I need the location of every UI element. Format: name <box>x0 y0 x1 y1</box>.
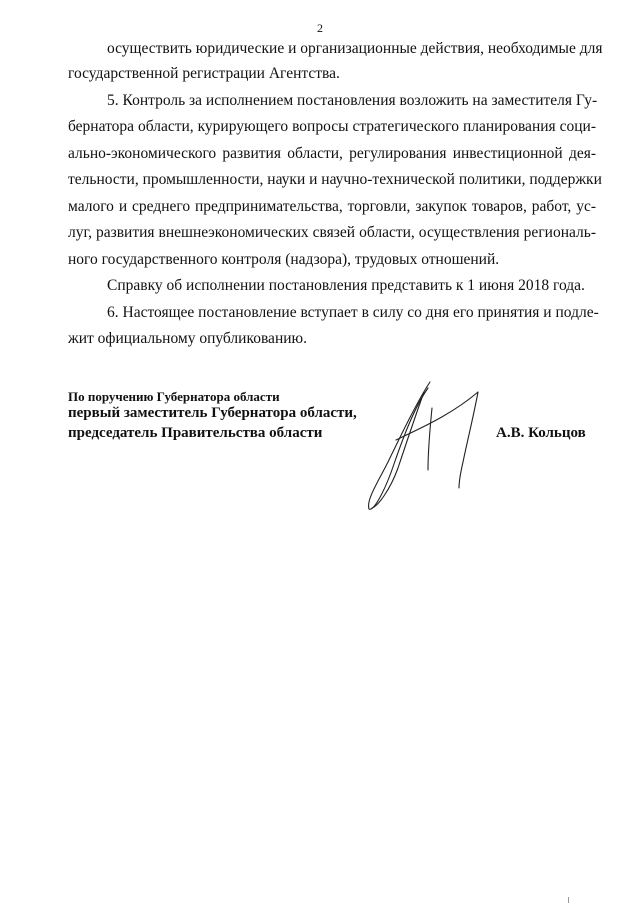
body-line-11: 6. Настоящее постановление вступает в силу со дня его принятия и подле- <box>107 304 599 321</box>
signatory-position-line-1: первый заместитель Губернатора области, <box>68 405 357 421</box>
body-line-2: государственной регистрации Агентства. <box>68 65 340 82</box>
body-line-4: бернатора области, курирующего вопросы стратегического планирования соци- <box>68 118 596 135</box>
signatory-name: А.В. Кольцов <box>496 425 586 441</box>
body-line-5: ально-экономического развития области, регулирования инвестиционной дея- <box>68 145 596 162</box>
body-line-6: тельности, промышленности, науки и научно-технической политики, поддержки <box>68 171 602 188</box>
body-line-8: луг, развития внешнеэкономических связей области, осуществления региональ- <box>68 224 596 241</box>
signatory-position-line-2: председатель Правительства области <box>68 425 323 441</box>
handwritten-signature-icon <box>360 378 500 513</box>
body-line-7: малого и среднего предпринимательства, торговли, закупок товаров, работ, ус- <box>68 198 596 215</box>
body-line-1: осуществить юридические и организационные действия, необходимые для <box>107 40 603 57</box>
page-number: 2 <box>317 21 323 35</box>
body-line-10: Справку об исполнении постановления представить к 1 июня 2018 года. <box>107 277 585 294</box>
scan-mark <box>568 897 569 903</box>
body-line-9: ного государственного контроля (надзора), трудовых отношений. <box>68 251 500 268</box>
body-line-12: жит официальному опубликованию. <box>68 330 307 347</box>
signature-on-behalf: По поручению Губернатора области <box>68 389 280 404</box>
body-line-3: 5. Контроль за исполнением постановления возложить на заместителя Гу- <box>107 92 598 109</box>
